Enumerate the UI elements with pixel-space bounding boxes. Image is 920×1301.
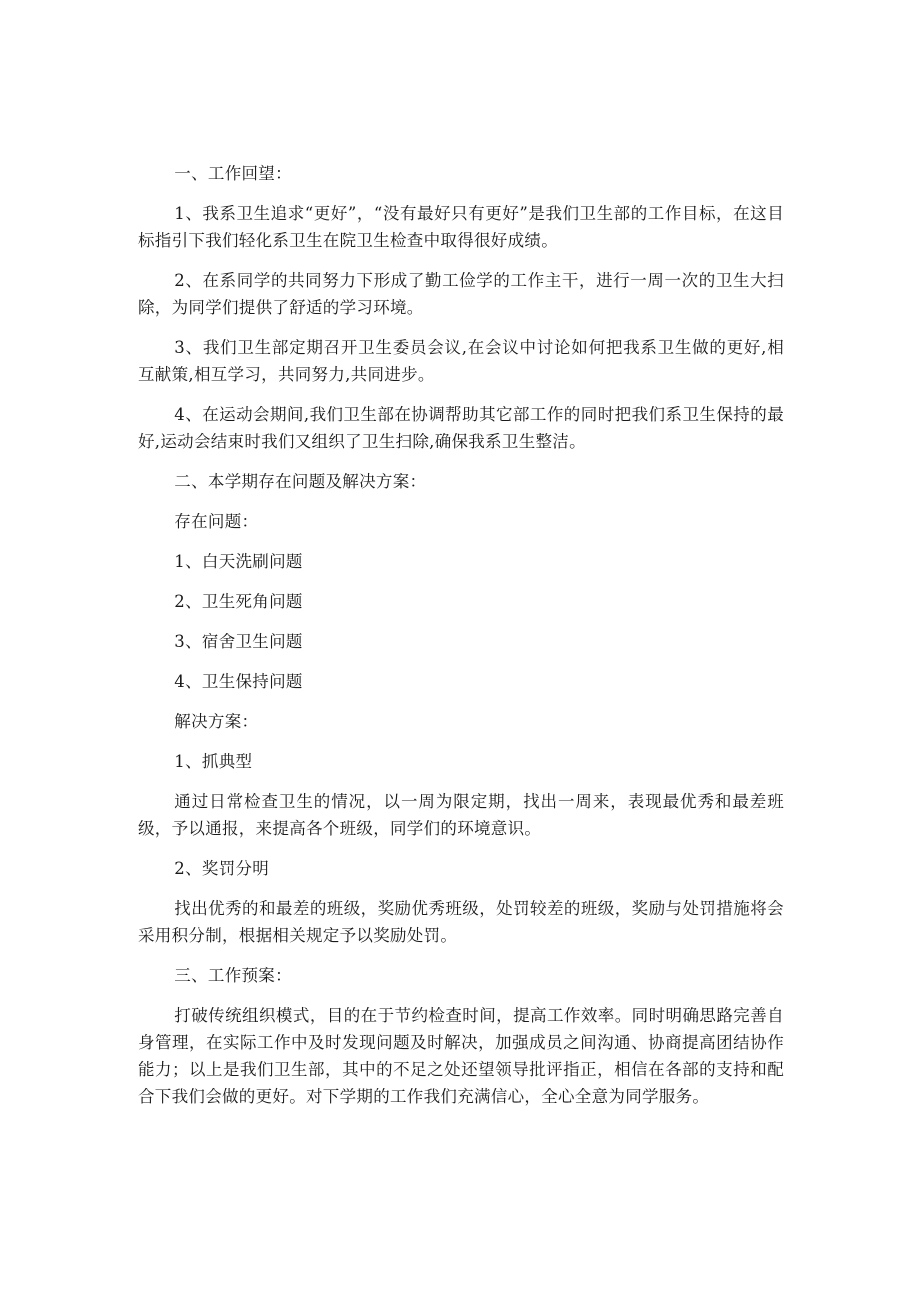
problem-item-2: 2、卫生死角问题 (174, 592, 303, 611)
review-item-3: 3、我们卫生部定期召开卫生委员会议,在会议中讨论如何把我系卫生做的更好,相互献策,相互学习，共同努力,共同进步。 (138, 338, 784, 384)
solutions-subheading: 解决方案： (174, 712, 259, 731)
solution-title-2: 2、奖罚分明 (174, 859, 270, 878)
problem-item-1: 1、白天洗刷问题 (174, 552, 303, 571)
solution-body-2: 找出优秀的和最差的班级，奖励优秀班级，处罚较差的班级，奖励与处罚措施将会采用积分制，根据相关规定予以奖励处罚。 (138, 899, 784, 945)
review-item-4: 4、在运动会期间,我们卫生部在协调帮助其它部工作的同时把我们系卫生保持的最好,运动会结束时我们又组织了卫生扫除,确保我系卫生整洁。 (138, 405, 784, 451)
plan-body: 打破传统组织模式，目的在于节约检查时间，提高工作效率。同时明确思路完善自身管理，在实际工作中及时发现问题及时解决，加强成员之间沟通、协商提高团结协作能力；以上是我们卫生部，其中的不足之处还望领导批评指正，相信在各部的支持和配合下我们会做的更好。对下学期的工作我们充满信心，全心全意为同学服务。 (138, 1006, 784, 1106)
problem-item-3: 3、宿舍卫生问题 (174, 632, 303, 651)
document-body (138, 160, 784, 1123)
section-heading-plan: 三、工作预案： (174, 966, 292, 985)
review-item-1: 1、我系卫生追求“更好”，“没有最好只有更好”是我们卫生部的工作目标，在这目标指引下我们轻化系卫生在院卫生检查中取得很好成绩。 (138, 204, 784, 250)
section-heading-review: 一、工作回望： (174, 164, 292, 183)
solution-title-1: 1、抓典型 (174, 752, 253, 771)
review-item-2: 2、在系同学的共同努力下形成了勤工俭学的工作主干，进行一周一次的卫生大扫除，为同学们提供了舒适的学习环境。 (138, 271, 784, 317)
problem-item-4: 4、卫生保持问题 (174, 672, 303, 691)
section-heading-problems: 二、本学期存在问题及解决方案： (174, 472, 427, 491)
problems-subheading: 存在问题： (174, 512, 259, 531)
solution-body-1: 通过日常检查卫生的情况，以一周为限定期，找出一周来，表现最优秀和最差班级，予以通报，来提高各个班级，同学们的环境意识。 (138, 792, 784, 838)
